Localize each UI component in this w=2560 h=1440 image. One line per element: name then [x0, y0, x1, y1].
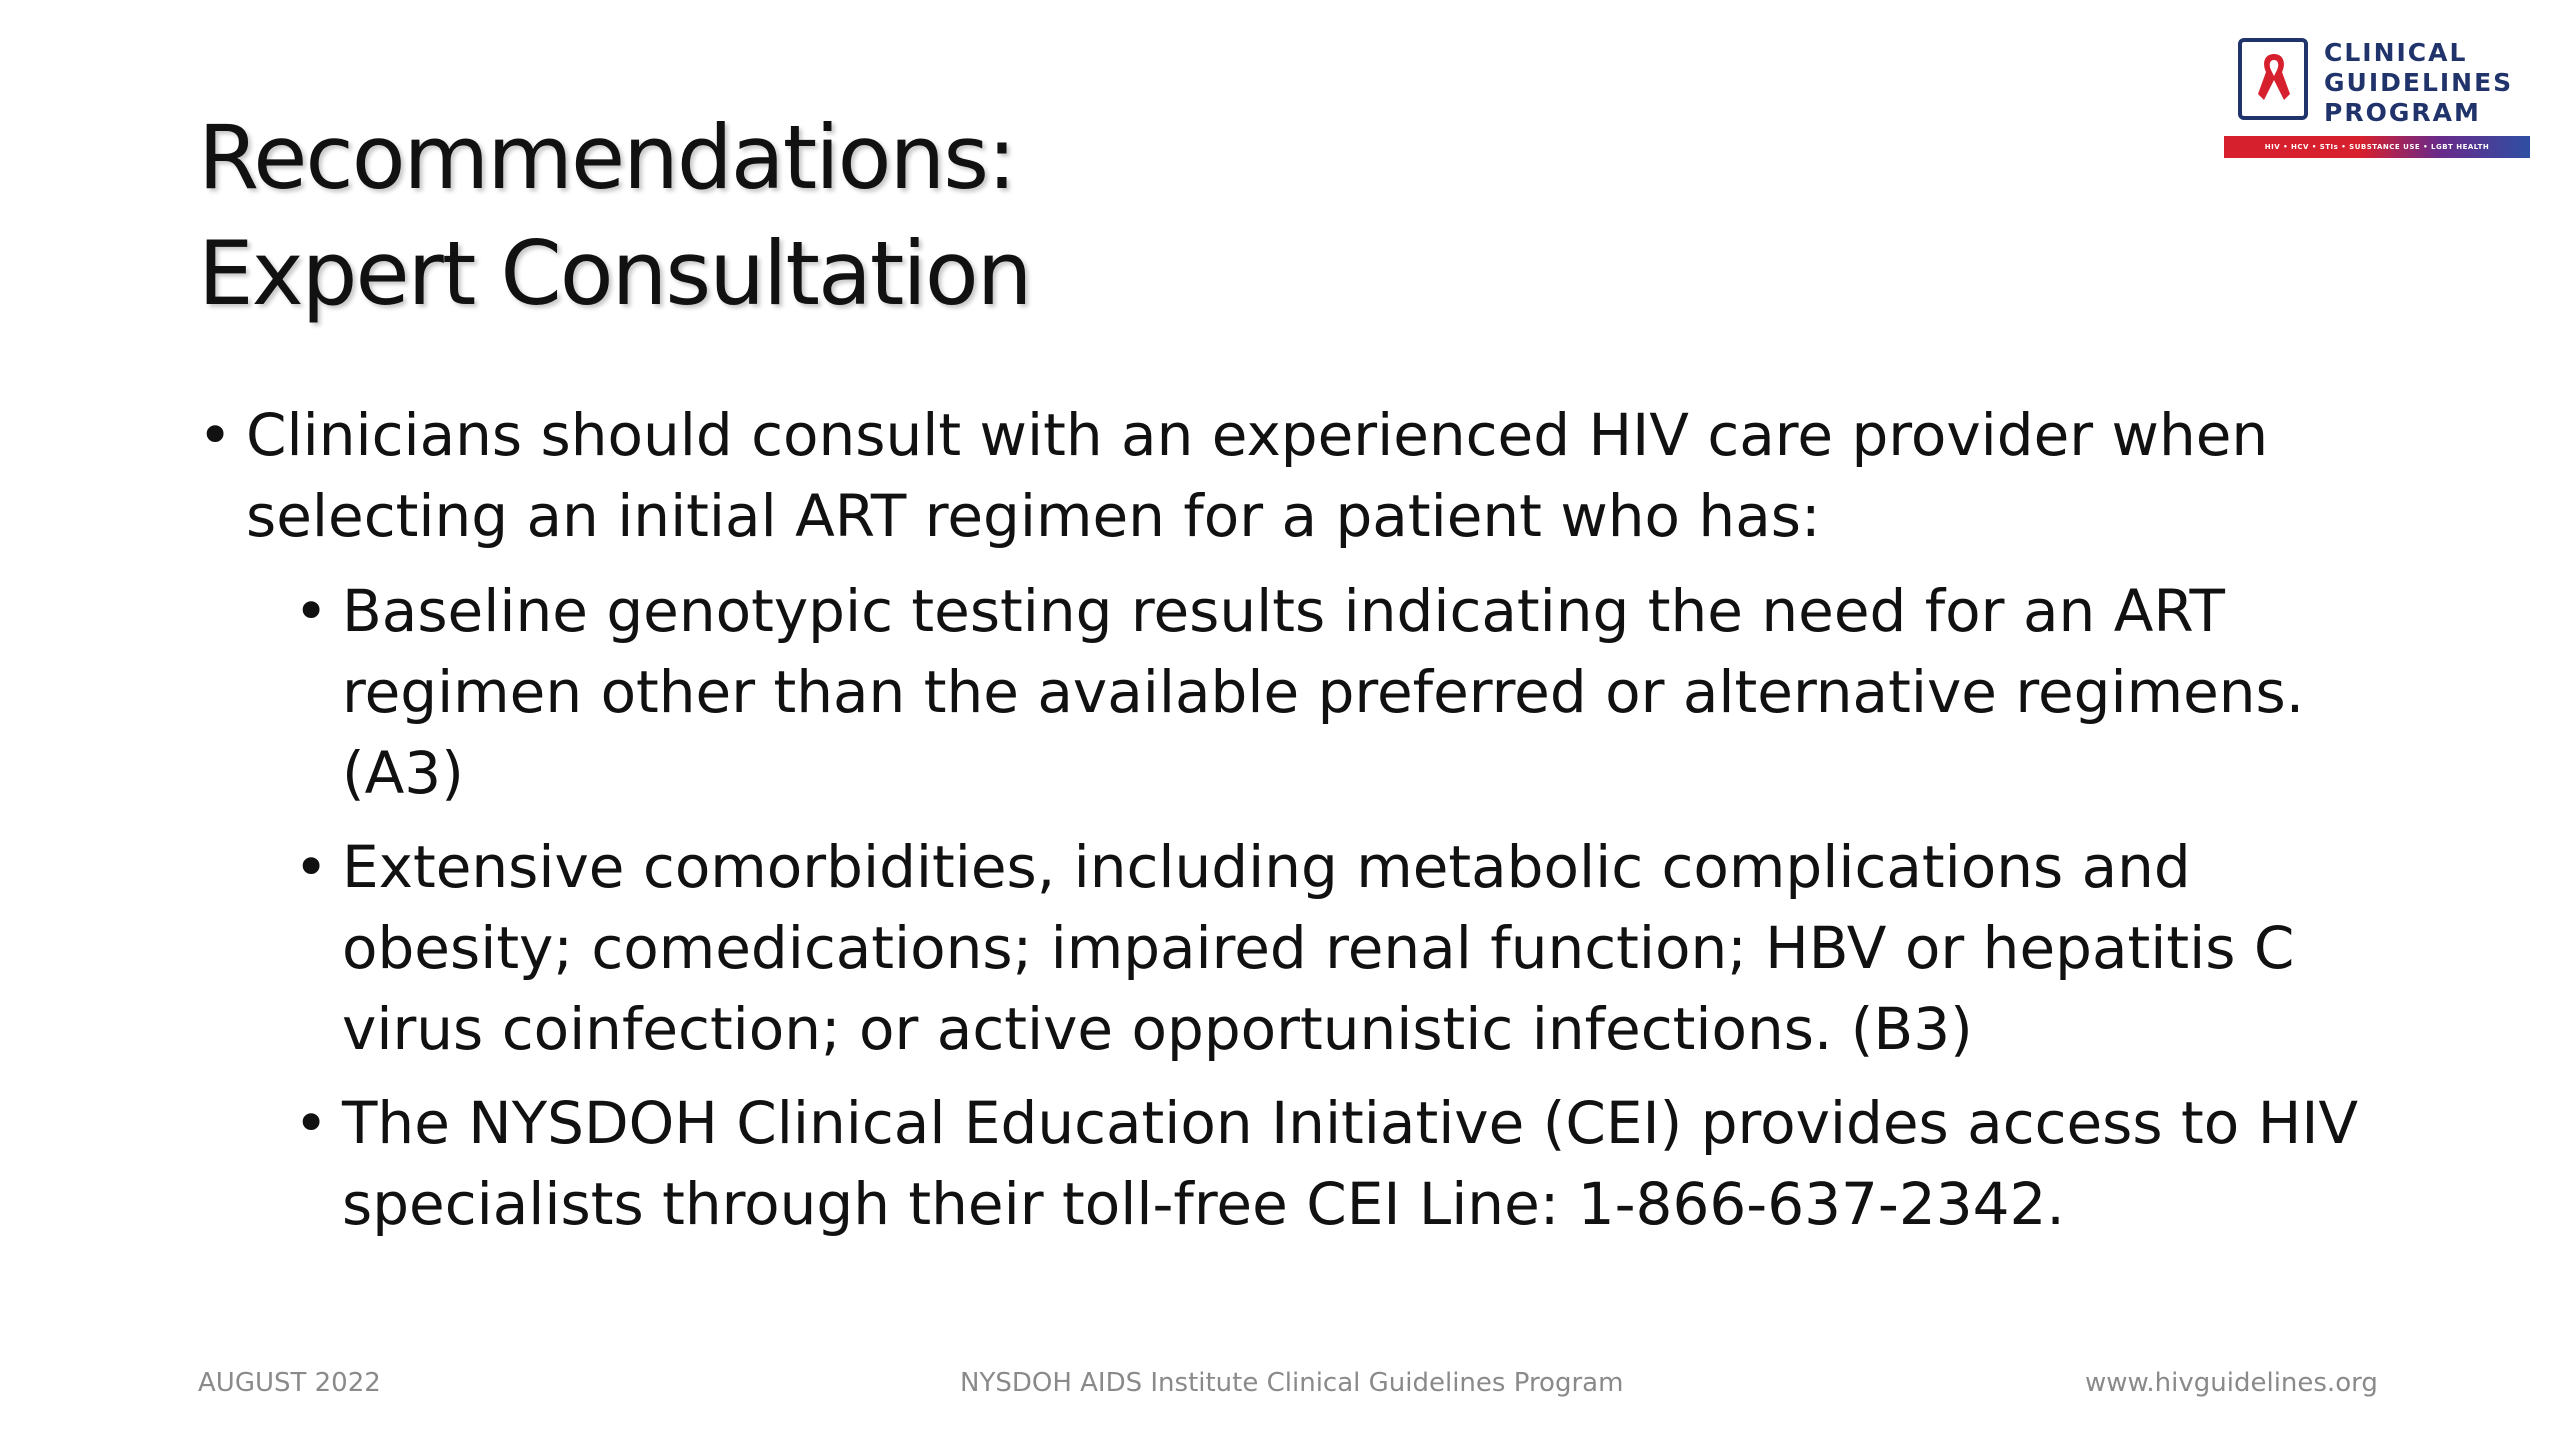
bullet-marker: •	[198, 401, 233, 469]
logo-tagline: HIV • HCV • STIs • SUBSTANCE USE • LGBT HEALTH	[2264, 143, 2490, 151]
logo-word-1: CLINICAL	[2324, 38, 2468, 67]
bullet-text: Baseline genotypic testing results indicating the need for an ART regimen other than the available preferred or alternative regimens. (A3)	[342, 577, 2305, 807]
bullet-marker: •	[294, 577, 329, 645]
logo-word-2: GUIDELINES	[2324, 68, 2514, 97]
clinical-guidelines-program-logo	[2238, 38, 2548, 160]
footer-date: AUGUST 2022	[198, 1368, 381, 1398]
bullet-text: Extensive comorbidities, including metabolic complications and obesity; comedications; impaired renal function; HBV or hepatitis C virus coinfection; or active opportunistic infections. (B3)	[342, 833, 2295, 1063]
logo-tagline-strip	[2224, 136, 2530, 158]
bullet-text: Clinicians should consult with an experienced HIV care provider when selecting an initial ART regimen for a patient who has:	[246, 401, 2269, 550]
sub-bullet-item-1	[294, 571, 2428, 814]
bullet-list	[198, 395, 2428, 1258]
bullet-item-1	[198, 395, 2428, 557]
logo-badge	[2238, 38, 2308, 120]
logo-word-3: PROGRAM	[2324, 98, 2481, 127]
slide-title	[198, 100, 1598, 332]
footer-url: www.hivguidelines.org	[2085, 1368, 2378, 1398]
slide-title-line-2: Expert Consultation	[198, 222, 1031, 325]
bullet-text: The NYSDOH Clinical Education Initiative (CEI) provides access to HIV specialists through their toll-free CEI Line: 1-866-637-2342.	[342, 1089, 2359, 1238]
footer-program: NYSDOH AIDS Institute Clinical Guidelines Program	[960, 1368, 1624, 1398]
bullet-marker: •	[294, 833, 329, 901]
sub-bullet-item-3	[294, 1083, 2428, 1245]
red-ribbon-icon	[2252, 50, 2296, 110]
logo-wordmark	[2324, 38, 2544, 128]
sub-bullet-item-2	[294, 827, 2428, 1070]
slide-title-line-1: Recommendations:	[198, 106, 1015, 209]
bullet-marker: •	[294, 1089, 329, 1157]
